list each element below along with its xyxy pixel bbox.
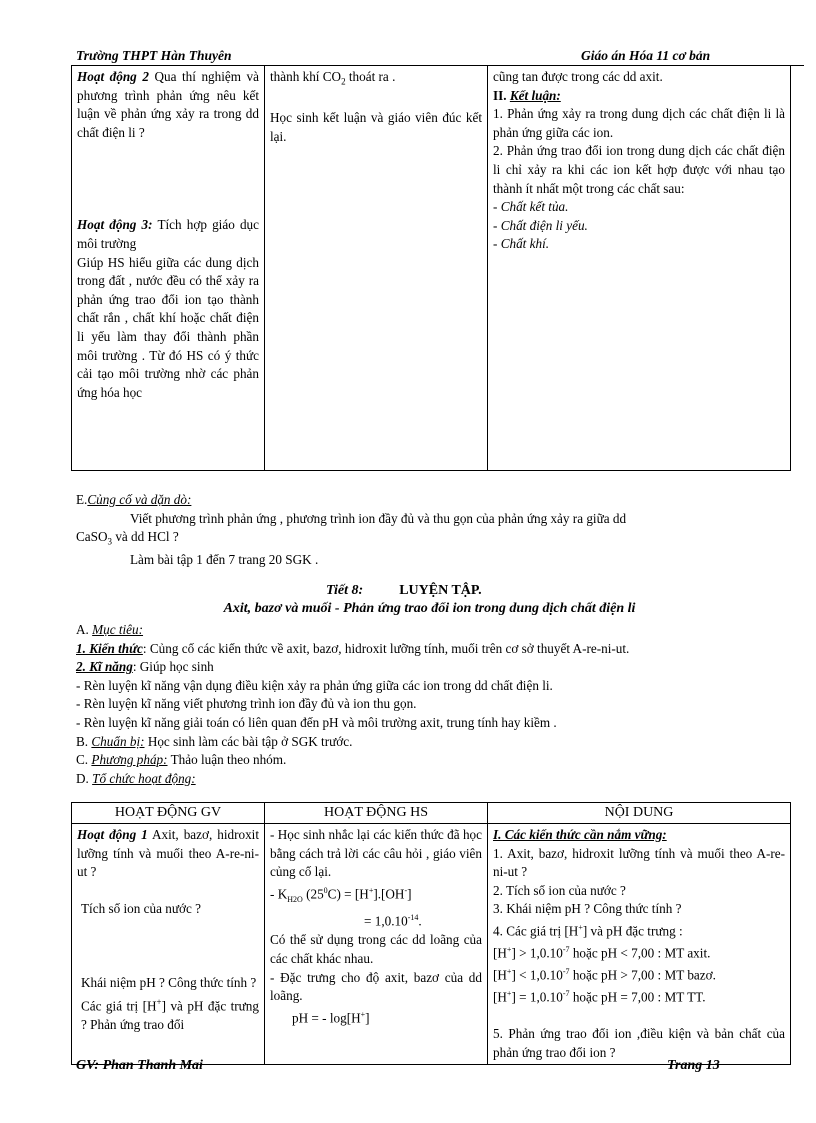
- objectives-heading: A. Mục tiêu:: [76, 622, 144, 637]
- lesson-heading: Tiết 8: LUYỆN TẬP.: [326, 583, 482, 598]
- activity-3-title: Hoạt động 3:: [77, 217, 153, 233]
- question-ion-product: Tích số ion của nước ?: [81, 900, 201, 916]
- skills-line: 2. Kĩ năng: Giúp học sinh: [76, 659, 214, 675]
- subject-title: Giáo án Hóa 11 cơ bản: [581, 48, 711, 63]
- conclusion-heading: II. Kết luận:: [493, 87, 561, 103]
- activity-3-body: Giúp HS hiểu giữa các dung dịch trong đất , nước đều có thể xảy ra phản ứng trao đổi ion tạo thành chất rắn , chất khí hoặc chất điện li yếu làm thay đổi thành phần môi trường . Từ đó HS có ý thức cải tạo môi trường nhờ các phản ứng hóa học: [77, 254, 259, 400]
- header-teacher-activity: HOẠT ĐỘNG GV: [72, 803, 265, 824]
- review-line-1: Viết phương trình phản ứng , phương trình ion đầy đủ và thu gọn của phản ứng xảy ra giữa dd: [130, 510, 627, 526]
- content-item-2: 2. Tích số ion của nước ?: [493, 882, 626, 898]
- header-student-activity: HOẠT ĐỘNG HS: [265, 803, 488, 824]
- page-number: Trang 13: [667, 1058, 720, 1073]
- conclusion-item-gas: - Chất khí.: [493, 236, 550, 252]
- objectives-section: [76, 621, 783, 788]
- activity-2-title: Hoạt động 2: [77, 69, 149, 84]
- activity-3-text: Tích hợp giáo dục môi trường: [77, 217, 259, 251]
- content-line-1: cũng tan được trong các dd axit.: [493, 69, 663, 84]
- skill-item-3: - Rèn luyện kĩ năng giải toán có liên quan đến pH và môi trường axit, trung tính hay kiềm .: [76, 714, 557, 730]
- review-line-3: Làm bài tập 1 đến 7 trang 20 SGK .: [130, 552, 319, 568]
- conclusion-item-precipitate: - Chất kết tủa.: [493, 199, 569, 215]
- preparation-line: B. Chuẩn bị: Học sinh làm các bài tập ở SGK trước.: [76, 733, 353, 749]
- content-basic: $[H^+] < 1,0.10^{-7}$ hoặc pH > 7,00 : MT bazơ.: [493, 966, 716, 983]
- review-section: [76, 491, 783, 570]
- content-item-4: 4. Các giá trị [H+] và pH đặc trưng :: [493, 922, 683, 939]
- content-cell: [488, 824, 791, 1065]
- co2-line: thành khí $CO_2$ thoát ra .: [270, 69, 396, 87]
- activity-2-text: Qua thí nghiệm và phương trình phản ứng nêu kết luận về phản ứng xảy ra trong dd chất điện li ?: [77, 69, 259, 140]
- conclusion-2: 2. Phản ứng trao đổi ion trong dung dịch các chất điện li chỉ xảy ra khi các ion kết hợp được với nhau tạo thành ít nhất một trong các chất sau:: [493, 143, 785, 196]
- knowledge-line: 1. Kiến thức: Củng cố các kiến thức về axit, bazơ, hidroxit lưỡng tính, muối trên cơ sở thuyết A-re-ni-ut.: [76, 640, 630, 656]
- activity-1-title: Hoạt động 1: [77, 827, 148, 842]
- water-ion-product: - $K_{H2O}$ $(25^0C) = [H^+].[OH^-]$: [270, 885, 412, 904]
- activity-1-text: Axit, bazơ, hidroxit lưỡng tính và muối theo A-re-ni-ut ?: [77, 827, 259, 880]
- activity-table: [71, 802, 791, 1065]
- teacher-activity-cell: [72, 66, 265, 471]
- header-content: NỘI DUNG: [488, 803, 791, 824]
- organization-line: D. Tổ chức hoạt động:: [76, 770, 196, 786]
- question-ph-values: Các giá trị [H+] và pH đặc trưng ? Phản ứng trao đổi: [81, 996, 259, 1032]
- skill-item-1: - Rèn luyện kĩ năng vận dụng điều kiện xảy ra phản ứng giữa các ion trong dd chất điện li.: [76, 677, 553, 693]
- activity-table-continued: [71, 65, 791, 471]
- student-ph-note: - Đặc trưng cho độ axit, bazơ của dd loãng.: [270, 969, 482, 1004]
- student-recall: - Học sinh nhắc lại các kiến thức đã học bằng cách trả lời các câu hỏi , giáo viên củng cố lại.: [270, 827, 482, 880]
- student-activity-cell: [265, 824, 488, 1065]
- content-item-3: 3. Khái niệm pH ? Công thức tính ?: [493, 901, 682, 917]
- content-acidic: $[H^+] > 1,0.10^{-7}$ hoặc pH < 7,00 : MT axit.: [493, 944, 711, 961]
- question-ph: Khái niệm pH ? Công thức tính ?: [81, 975, 257, 991]
- content-item-1: 1. Axit, bazơ, hidroxit lưỡng tính và muối theo A-re-ni-ut ?: [493, 845, 785, 880]
- method-line: C. Phương pháp: Thảo luận theo nhóm.: [76, 752, 287, 768]
- content-item-5: 5. Phản ứng trao đổi ion ,điều kiện và bản chất của phản ứng trao đổi ion ?: [493, 1025, 785, 1060]
- water-ion-product-value: = $1,0.10^{-14}$.: [364, 913, 422, 929]
- content-heading: I. Các kiến thức cần nắm vững:: [493, 827, 667, 842]
- conclusion-item-weak-electrolyte: - Chất điện li yếu.: [493, 217, 588, 233]
- review-heading: E.Củng cố và dặn dò:: [76, 492, 192, 507]
- school-name: Trường THPT Hàn Thuyên: [76, 48, 232, 63]
- teacher-name: GV: Phan Thanh Mai: [76, 1058, 203, 1073]
- skill-item-2: - Rèn luyện kĩ năng viết phương trình ion đầy đủ và ion thu gọn.: [76, 696, 417, 712]
- student-activity-cell: [265, 66, 488, 471]
- lesson-subtitle: Axit, bazơ và muối - Phản ứng trao đổi ion trong dung dịch chất điện li: [223, 601, 636, 616]
- ph-formula: pH = - log[H+]: [292, 1009, 370, 1026]
- conclusion-1: 1. Phản ứng xảy ra trong dung dịch các chất điện li là phản ứng giữa các ion.: [493, 106, 785, 140]
- review-line-2: CaSO$_3$ và dd HCl ?: [76, 529, 179, 547]
- teacher-activity-cell: [72, 824, 265, 1065]
- content-cell: [488, 66, 791, 471]
- student-usage-note: Có thể sử dụng trong các dd loãng của các chất khác nhau.: [270, 932, 482, 966]
- content-neutral: $[H^+] = 1,0.10^{-7}$ hoặc pH = 7,00 : MT TT.: [493, 988, 706, 1005]
- student-conclusion: Học sinh kết luận và giáo viên đúc kết lại.: [270, 110, 482, 144]
